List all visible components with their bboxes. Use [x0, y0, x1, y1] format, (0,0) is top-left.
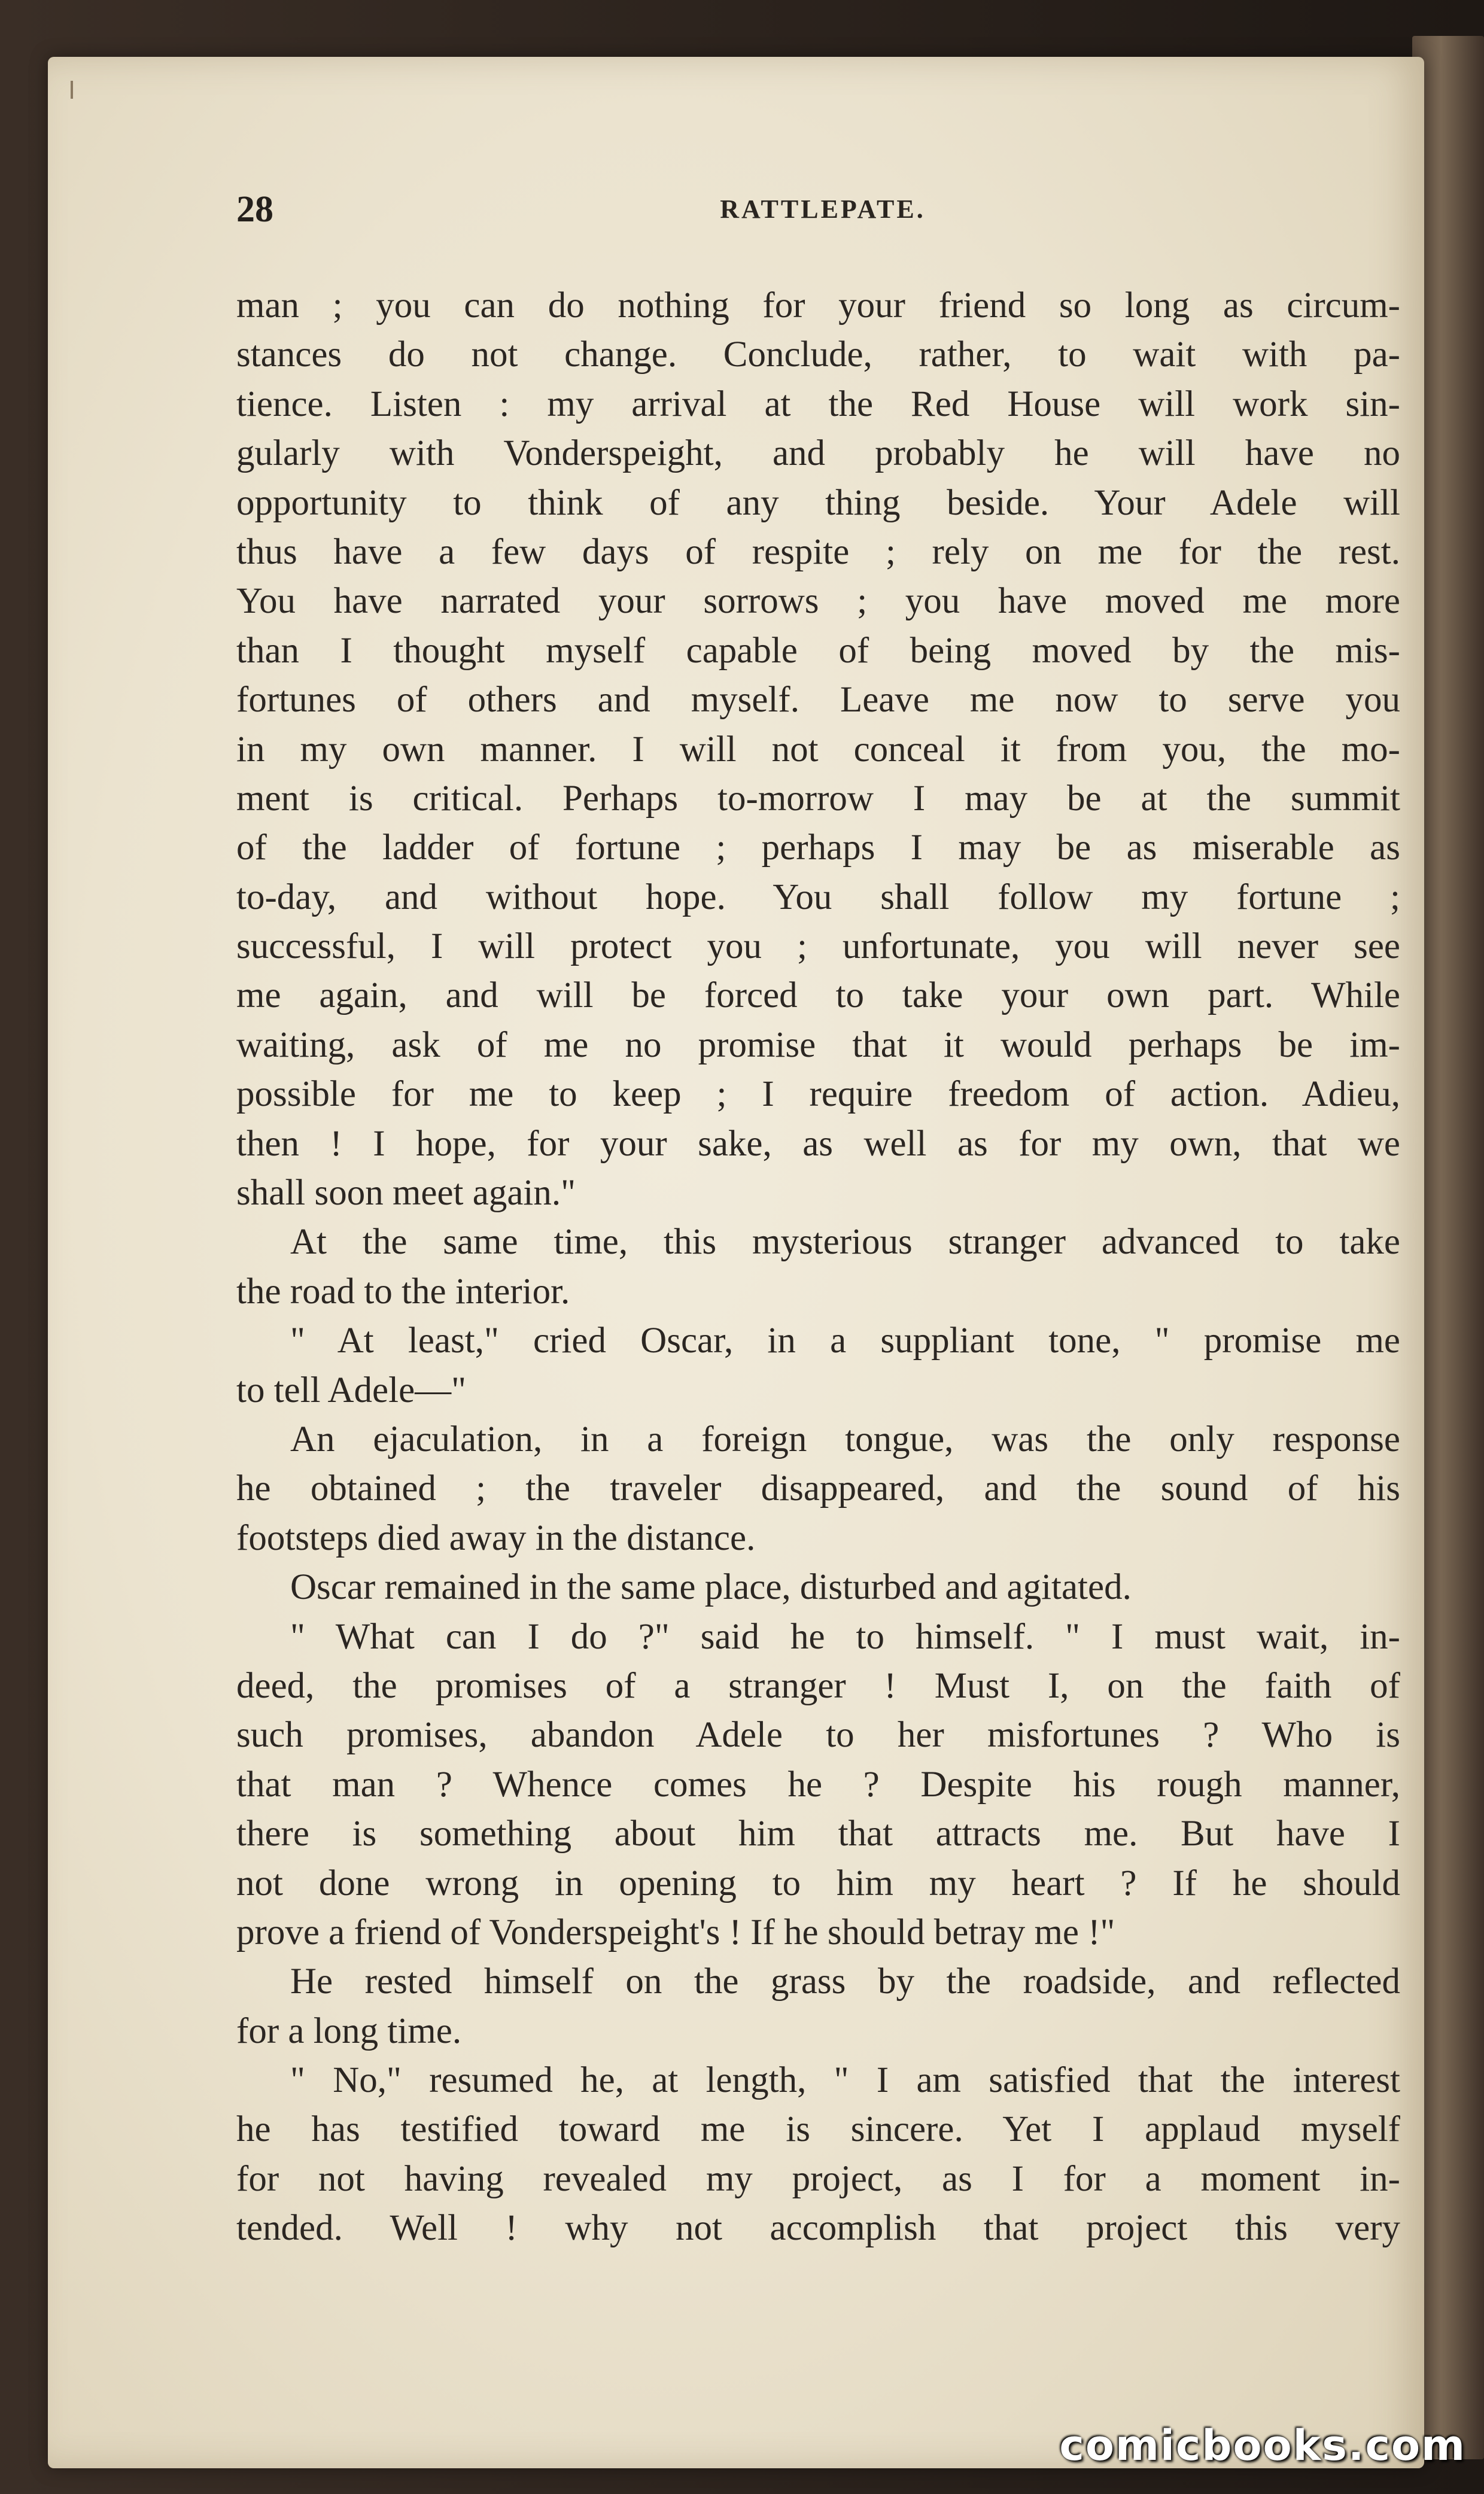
body-text	[236, 281, 1400, 2253]
text-line: Oscar remained in the same place, disturbed and agitated.	[290, 1567, 1132, 1608]
text-line: the road to the interior.	[236, 1271, 570, 1312]
text-line: fortunes of others and myself. Leave me now to serve you	[236, 680, 1400, 720]
text-line: for a long time.	[236, 2011, 462, 2051]
text-line: such promises, abandon Adele to her misfortunes ? Who is	[236, 1715, 1400, 1756]
text-line: than I thought myself capable of being moved by the mis-	[236, 630, 1400, 671]
page-header	[236, 183, 1409, 236]
paragraph	[236, 1218, 1400, 1316]
text-line: opportunity to think of any thing beside. Your Adele will	[236, 482, 1400, 523]
text-line: An ejaculation, in a foreign tongue, was the only response	[290, 1419, 1400, 1459]
watermark: comicbooks.com	[1059, 2421, 1466, 2470]
text-line: gularly with Vonderspeight, and probably he will have no	[236, 433, 1400, 474]
paragraph	[236, 281, 1400, 1218]
text-line: ment is critical. Perhaps to-morrow I may be at the summit	[236, 778, 1400, 819]
text-line: he obtained ; the traveler disappeared, and the sound of his	[236, 1468, 1400, 1509]
text-line: possible for me to keep ; I require freedom of action. Adieu,	[236, 1074, 1400, 1115]
text-line: prove a friend of Vonderspeight's ! If he should betray me !"	[236, 1912, 1115, 1952]
text-line: for not having revealed my project, as I for a moment in-	[236, 2158, 1400, 2199]
paragraph	[236, 1613, 1400, 1958]
text-line: " No," resumed he, at length, " I am satisfied that the interest	[290, 2060, 1400, 2101]
text-line: that man ? Whence comes he ? Despite his rough manner,	[236, 1764, 1400, 1805]
text-line: to tell Adele—"	[236, 1370, 467, 1410]
text-line: there is something about him that attracts me. But have I	[236, 1814, 1400, 1854]
margin-mark	[71, 81, 73, 99]
text-line: stances do not change. Conclude, rather, to wait with pa-	[236, 334, 1400, 375]
paragraph	[236, 1316, 1400, 1415]
text-line: me again, and will be forced to take your own part. While	[236, 975, 1400, 1016]
text-line: tended. Well ! why not accomplish that project this very	[236, 2208, 1400, 2249]
text-line: waiting, ask of me no promise that it would perhaps be im-	[236, 1024, 1400, 1065]
text-line: shall soon meet again."	[236, 1173, 576, 1213]
text-line: deed, the promises of a stranger ! Must I, on the faith of	[236, 1665, 1400, 1706]
text-line: He rested himself on the grass by the roadside, and reflected	[290, 1961, 1400, 2002]
text-line: not done wrong in opening to him my heart ? If he should	[236, 1863, 1400, 1903]
text-line: in my own manner. I will not conceal it from you, the mo-	[236, 729, 1400, 770]
running-head: RATTLEPATE.	[720, 194, 926, 224]
text-line: man ; you can do nothing for your friend so long as circum-	[236, 285, 1400, 326]
text-line: " At least," cried Oscar, in a suppliant tone, " promise me	[290, 1321, 1400, 1361]
text-line: to-day, and without hope. You shall follow my fortune ;	[236, 877, 1400, 917]
text-line: footsteps died away in the distance.	[236, 1517, 756, 1558]
text-line: of the ladder of fortune ; perhaps I may be as miserable as	[236, 828, 1400, 868]
text-line: thus have a few days of respite ; rely on me for the rest.	[236, 531, 1400, 572]
text-line: successful, I will protect you ; unfortunate, you will never see	[236, 926, 1400, 967]
text-line: " What can I do ?" said he to himself. " I must wait, in-	[290, 1616, 1400, 1657]
text-line: then ! I hope, for your sake, as well as for my own, that we	[236, 1123, 1400, 1164]
text-line: At the same time, this mysterious stranger advanced to take	[290, 1222, 1400, 1263]
text-line: tience. Listen : my arrival at the Red House will work sin-	[236, 384, 1400, 424]
text-line: You have narrated your sorrows ; you have moved me more	[236, 581, 1400, 622]
paragraph	[236, 1563, 1400, 1612]
text-line: he has testified toward me is sincere. Yet I applaud myself	[236, 2109, 1400, 2150]
paragraph	[236, 1415, 1400, 1563]
paragraph	[236, 1957, 1400, 2056]
paragraph	[236, 2056, 1400, 2253]
page-number: 28	[236, 189, 273, 230]
